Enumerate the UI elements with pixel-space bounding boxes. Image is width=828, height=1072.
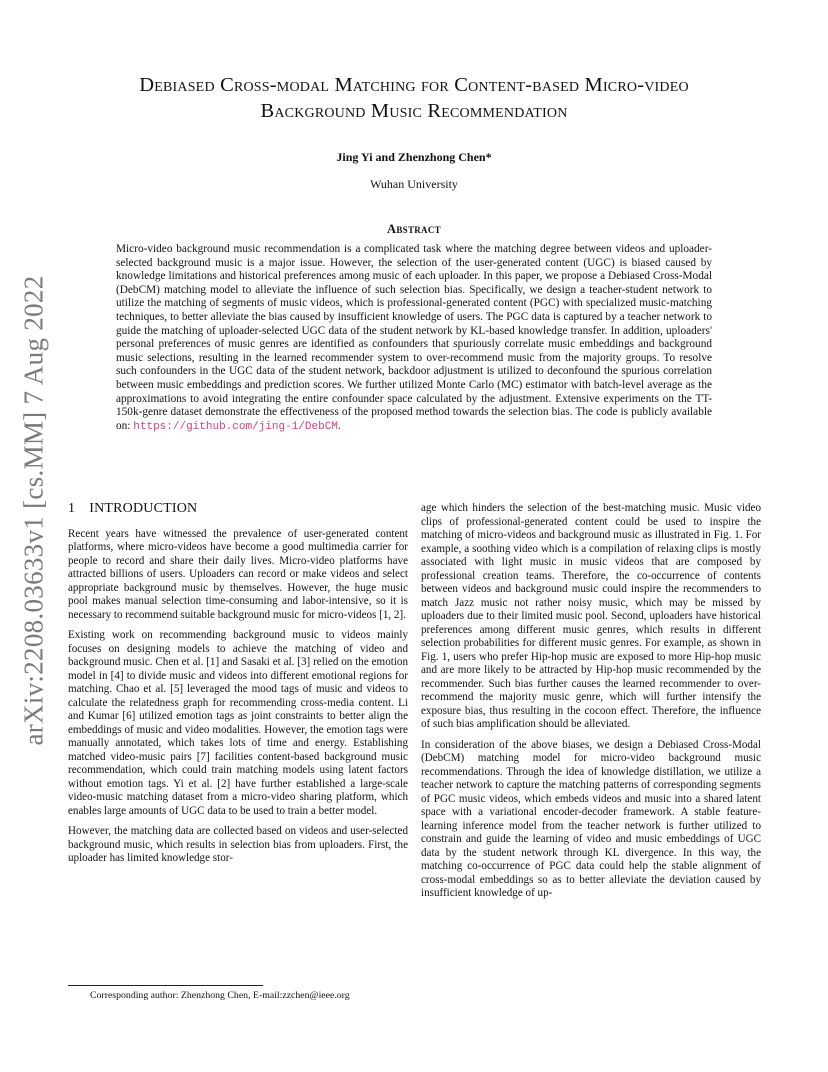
footnote: Corresponding author: Zhenzhong Chen, E-mail:zzchen@ieee.org bbox=[90, 990, 350, 1001]
paragraph: Existing work on recommending background music to videos mainly focuses on designing models to achieve the matching of video and background music. Chen et al. [1] and Sasaki et al. [3] relied on the emotion model in [4] to divide music and videos into different emotional regions for matching. Chao et al. [5] leveraged the mood tags of music and videos to calculate the relatedness graph for recommending cross-media content. Li and Kumar [6] utilized emotion tags as joint constraints to better align the embeddings of music and video modalities. However, the emotion tags were manually annotated, which takes lots of time and energy. Establishing matched video-music pairs [7] facilities content-based background music recommendation, which could train matching models using latent factors without emotion tags. Yi et al. [2] have further established a large-scale video-music matching dataset from a micro-video sharing platform, which enables large amounts of UGC data to be used to train a better model. bbox=[68, 629, 408, 817]
section-title: INTRODUCTION bbox=[89, 501, 198, 516]
author-list: Jing Yi and Zhenzhong Chen* bbox=[336, 150, 492, 164]
section-heading bbox=[68, 502, 408, 516]
title-line-2: Background Music Recommendation bbox=[260, 100, 568, 122]
title-line-1: Debiased Cross-modal Matching for Content-based Micro-video bbox=[139, 74, 689, 96]
left-column bbox=[68, 502, 408, 873]
affiliation: Wuhan University bbox=[370, 177, 458, 191]
arxiv-identifier: arXiv:2208.03633v1 [cs.MM] 7 Aug 2022 bbox=[18, 274, 49, 746]
arxiv-sidebar-stamp bbox=[6, 260, 62, 760]
paragraph: age which hinders the selection of the best-matching music. Music video clips of professional-generated content could be used to inspire the matching of micro-videos and background music as illustrated in Fig. 1. For example, a soothing video which is a compilation of relaxing clips is mostly associated with light music in music videos that are composed by professional creation teams. Therefore, the co-occurrence of contents between videos and background music could inspire the recommenders to match Jazz music not rather noisy music, which may be missed by uploaders due to their limited music pool. Second, uploaders have historical preferences among different music genres, which results in different selection probabilities for different music genres. For example, as shown in Fig. 1, users who prefer Hip-hop music are exposed to more Hip-hop music and are more likely to be attracted by Hip-hop music recommended by the recommender. Such bias further causes the learned recommender to over-recommend the majority music genre, which will further intensify the exposure bias, thus resulting in the cocoon effect. Therefore, the influence of such bias amplification should be alleviated. bbox=[421, 502, 761, 730]
code-link[interactable]: https://github.com/jing-1/DebCM bbox=[133, 420, 338, 433]
abstract-heading: Abstract bbox=[387, 222, 441, 236]
paragraph: In consideration of the above biases, we design a Debiased Cross-Modal (DebCM) matching model for micro-video background music recommendations. Through the idea of knowledge distillation, we utilize a teacher network to capture the matching patterns of corresponding segments of PGC music videos, which embeds videos and music into a shared latent space with a variational encoder-decoder framework. A stable feature-learning inference model from the teacher network is further utilized to constrain and guide the learning of video and music embeddings of UGC data by the student network through KL divergence. In this way, the matching co-occurrence of PGC data could help the stable alignment of cross-modal embeddings so as to better alleviate the deviation caused by insufficient knowledge of up- bbox=[421, 738, 761, 899]
right-column bbox=[421, 502, 761, 908]
abstract-text: Micro-video background music recommendation is a complicated task where the matching degree between videos and uploader-selected background music is a major issue. However, the selection of the user-generated content (UGC) is biased caused by knowledge limitations and historical preferences among music of each uploader. In this paper, we propose a Debiased Cross-Modal (DebCM) matching model to alleviate the influence of such selection bias. Specifically, we design a teacher-student network to utilize the matching of segments of music videos, which is professional-generated content (PGC) with specialized music-matching techniques, to better alleviate the bias caused by insufficient knowledge of users. The PGC data is captured by a teacher network to guide the matching of uploader-selected UGC data of the student network by KL-based knowledge transfer. In addition, uploaders' personal preferences of music genres are identified as confounders that spuriously correlate music embeddings and background music selections, resulting in the learned recommender system to over-recommend music from the majority groups. To resolve such confounders in the UGC data of the student network, backdoor adjustment is utilized to deconfound the spurious correlation between music embeddings and prediction scores. We further utilized Monte Carlo (MC) estimator with batch-level average as the approximations to avoid integrating the entire confounder space calculated by the adjustment. Extensive experiments on the TT-150k-genre dataset demonstrate the effectiveness of the proposed method towards the selection bias. The code is publicly available on: bbox=[116, 243, 712, 432]
footnote-divider bbox=[68, 985, 263, 986]
section-number: 1 bbox=[68, 501, 76, 516]
abstract-body bbox=[116, 243, 712, 434]
paragraph: However, the matching data are collected based on videos and user-selected background music, which results in selection bias from uploaders. First, the uploader has limited knowledge stor- bbox=[68, 825, 408, 864]
abstract-end: . bbox=[337, 419, 341, 432]
paragraph: Recent years have witnessed the prevalence of user-generated content platforms, where micro-videos have become a good multimedia carrier for people to record and share their daily lives. Micro-video platforms have attracted billions of users. Uploaders can record or make videos and select appropriate background music by themselves. However, the huge music pool makes manual selection time-consuming and labor-intensive, so it is necessary to recommend suitable background music for micro-videos [1, 2]. bbox=[68, 527, 408, 621]
paper-title bbox=[80, 72, 748, 124]
